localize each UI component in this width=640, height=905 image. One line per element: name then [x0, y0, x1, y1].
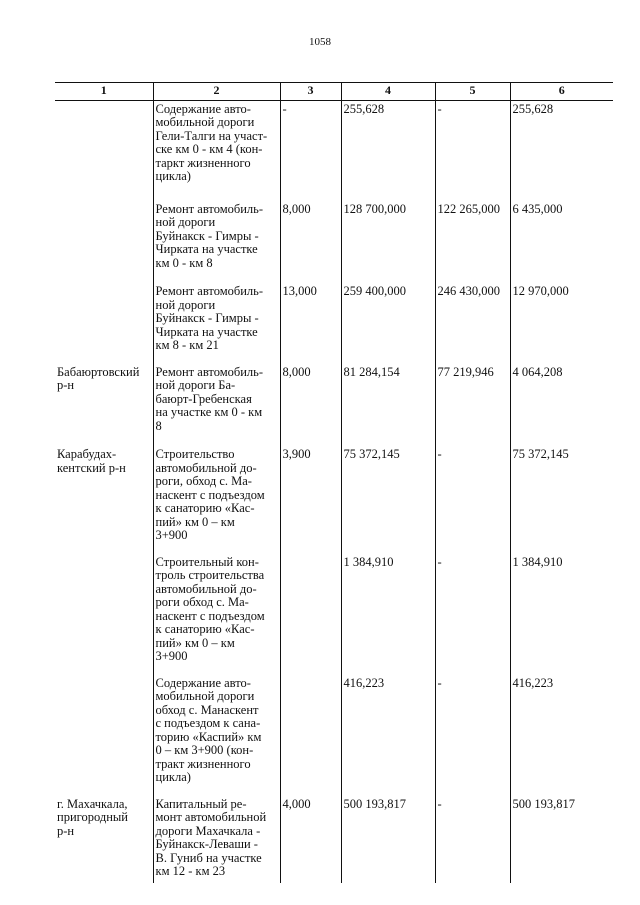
length-cell: 13,000 [280, 283, 341, 364]
description-cell [153, 283, 280, 364]
description-text: Строительный кон- троль строительства автомобильной до- роги обход с. Ма- наскент с подъездом к санаторию «Кас- пий» км 0 – км 3+900 [155, 554, 265, 663]
district-text: Бабаюртовский р-н [57, 364, 140, 392]
total-cell: 81 284,154 [341, 364, 435, 447]
federal-cell: - [435, 446, 510, 554]
description-text: Ремонт автомобиль- ной дороги Буйнакск - Гимры - Чирката на участке км 8 - км 21 [155, 284, 264, 352]
table-row [55, 796, 613, 883]
table-row [55, 100, 613, 201]
regional-cell: 6 435,000 [510, 201, 613, 284]
table-row [55, 201, 613, 284]
description-text: Капитальный ре- монт автомобильной дороги Махачкала - Буйнакск-Леваши - В. Гуниб на участке км 12 - км 23 [155, 796, 267, 878]
district-cell [55, 446, 153, 554]
regional-cell: 1 384,910 [510, 554, 613, 675]
table-row [55, 364, 613, 447]
column-header-3: 3 [280, 83, 341, 101]
district-cell [55, 796, 153, 883]
description-cell [153, 364, 280, 447]
regional-cell: 12 970,000 [510, 283, 613, 364]
length-cell [280, 554, 341, 675]
column-header-4: 4 [341, 83, 435, 101]
district-cell [55, 201, 153, 284]
regional-cell: 416,223 [510, 675, 613, 796]
length-cell: 4,000 [280, 796, 341, 883]
description-text: Ремонт автомобиль- ной дороги Ба- баюрт-Гребенская на участке км 0 - км 8 [155, 364, 264, 433]
regional-cell: 500 193,817 [510, 796, 613, 883]
regional-cell: 255,628 [510, 100, 613, 201]
district-cell [55, 100, 153, 201]
length-cell: 8,000 [280, 201, 341, 284]
regional-cell: 4 064,208 [510, 364, 613, 447]
table-header-row [55, 83, 613, 101]
regional-cell: 75 372,145 [510, 446, 613, 554]
total-cell: 1 384,910 [341, 554, 435, 675]
district-text: Карабудах- кентский р-н [57, 447, 126, 475]
description-cell [153, 446, 280, 554]
federal-cell: 246 430,000 [435, 283, 510, 364]
total-cell: 259 400,000 [341, 283, 435, 364]
table-row [55, 554, 613, 675]
federal-cell: 77 219,946 [435, 364, 510, 447]
federal-cell: - [435, 554, 510, 675]
description-text: Содержание авто- мобильной дороги обход с. Манаскент с подъездом к сана- торию «Каспий» км 0 – км 3+900 (кон- тракт жизненного цикла) [155, 675, 262, 784]
description-cell [153, 796, 280, 883]
length-cell: - [280, 100, 341, 201]
total-cell: 255,628 [341, 100, 435, 201]
description-text: Строительство автомобильной до- роги, обход с. Ма- наскент с подъездом к санаторию «Кас- пий» км 0 – км 3+900 [155, 447, 265, 542]
district-cell [55, 675, 153, 796]
table-row [55, 446, 613, 554]
district-cell [55, 364, 153, 447]
total-cell: 416,223 [341, 675, 435, 796]
length-cell [280, 675, 341, 796]
total-cell: 128 700,000 [341, 201, 435, 284]
road-works-table [55, 82, 613, 883]
description-cell [153, 675, 280, 796]
federal-cell: - [435, 100, 510, 201]
column-header-1: 1 [55, 83, 153, 101]
table-row [55, 283, 613, 364]
federal-cell: - [435, 675, 510, 796]
description-cell [153, 201, 280, 284]
description-cell [153, 100, 280, 201]
total-cell: 500 193,817 [341, 796, 435, 883]
district-cell [55, 283, 153, 364]
table-row [55, 675, 613, 796]
description-text: Содержание авто- мобильной дороги Гели-Талги на участ- ске км 0 - км 4 (кон- таркт жизненного цикла) [155, 101, 268, 183]
length-cell: 3,900 [280, 446, 341, 554]
federal-cell: 122 265,000 [435, 201, 510, 284]
length-cell: 8,000 [280, 364, 341, 447]
column-header-6: 6 [510, 83, 613, 101]
page-number: 1058 [309, 36, 331, 48]
column-header-5: 5 [435, 83, 510, 101]
column-header-2: 2 [153, 83, 280, 101]
federal-cell: - [435, 796, 510, 883]
total-cell: 75 372,145 [341, 446, 435, 554]
district-text: г. Махачкала, пригородный р-н [57, 796, 128, 838]
district-cell [55, 554, 153, 675]
description-text: Ремонт автомобиль- ной дороги Буйнакск - Гимры - Чирката на участке км 0 - км 8 [155, 201, 264, 270]
description-cell [153, 554, 280, 675]
